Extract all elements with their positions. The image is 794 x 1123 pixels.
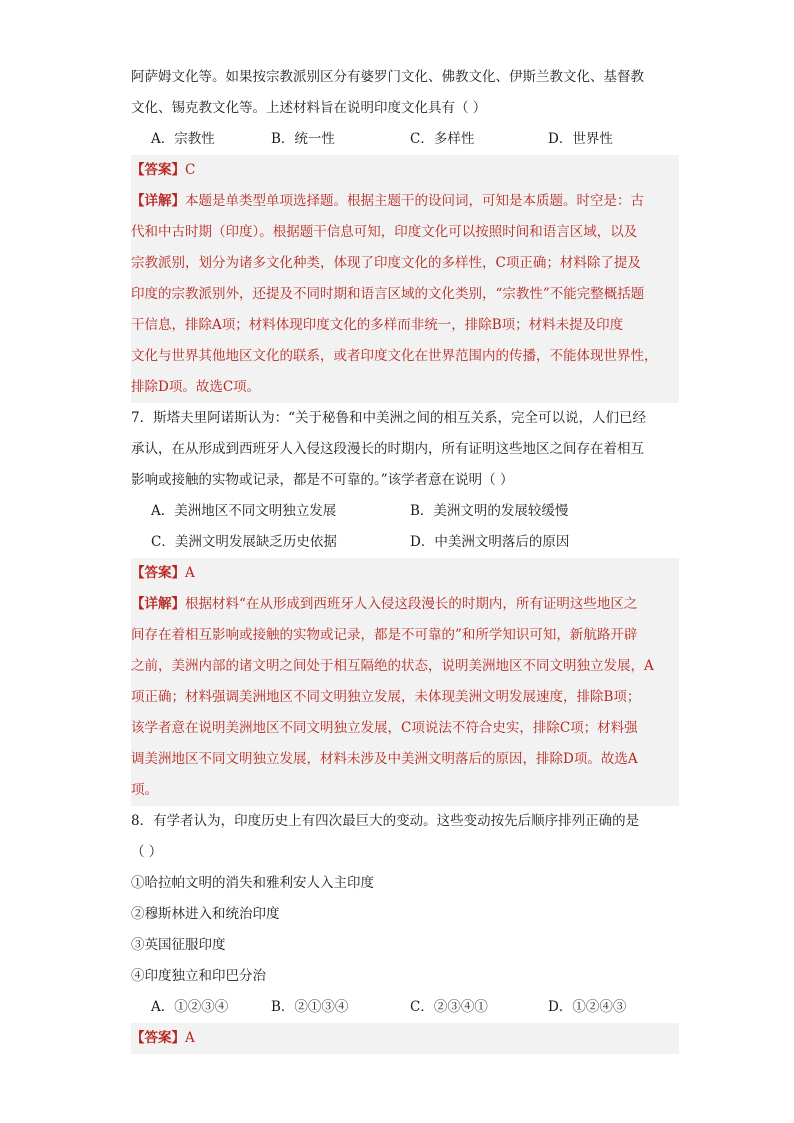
q6-answer-block bbox=[131, 155, 679, 403]
q7-stem-line: 影响或接触的实物或记录，都是不可靠的。”该学者意在说明（ ） bbox=[131, 472, 514, 488]
q7-answer bbox=[131, 558, 671, 589]
q7-detail-line: 之前，美洲内部的诸文明之间处于相互隔绝的状态，说明美洲地区不同文明独立发展，A bbox=[131, 658, 654, 674]
q7-option-c: C．美洲文明发展缺乏历史依据 bbox=[151, 534, 337, 550]
answer-value: A bbox=[185, 1030, 195, 1046]
q6-detail-line: 代和中古时期（印度）。根据题干信息可知，印度文化可以按照时间和语言区域，以及 bbox=[131, 224, 638, 240]
q6-detail-line: 文化与世界其他地区文化的联系，或者印度文化在世界范围内的传播，不能体现世界性， bbox=[131, 348, 658, 364]
answer-value: C bbox=[185, 162, 196, 178]
q7-detail-line: 该学者意在说明美洲地区不同文明独立发展，C项说法不符合史实，排除C项；材料强 bbox=[131, 720, 638, 736]
q8-stem-line: （ ） bbox=[131, 844, 163, 860]
q7-detail-line bbox=[131, 589, 671, 620]
q7-answer-block bbox=[131, 558, 679, 806]
q8-option-d: D．①②④③ bbox=[548, 999, 627, 1015]
q7-detail-line: 项。 bbox=[131, 782, 158, 798]
q8-item: ④印度独立和印巴分治 bbox=[131, 968, 266, 984]
detail-text: 根据材料“在从形成到西班牙人入侵这段漫长的时期内，所有证明这些地区之 bbox=[185, 596, 638, 612]
q8-answer bbox=[131, 1023, 671, 1054]
q8-stem-line: 8．有学者认为，印度历史上有四次最巨大的变动。这些变动按先后顺序排列正确的是 bbox=[131, 813, 640, 829]
q8-options bbox=[131, 992, 671, 1023]
q8-item: ①哈拉帕文明的消失和雅利安人入主印度 bbox=[131, 875, 374, 891]
q6-stem-line: 文化、锡克教文化等。上述材料旨在说明印度文化具有（ ） bbox=[131, 100, 487, 116]
answer-label: 【答案】 bbox=[131, 1030, 185, 1046]
answer-value: A bbox=[185, 565, 195, 581]
q6-options bbox=[131, 124, 671, 155]
document-page bbox=[131, 62, 671, 1054]
q8-option-a: A．①②③④ bbox=[151, 999, 229, 1015]
q8-item: ③英国征服印度 bbox=[131, 937, 226, 953]
q8-answer-block bbox=[131, 1023, 679, 1054]
q6-detail-line: 印度的宗教派别外，还提及不同时期和语言区域的文化类别，“宗教性”不能完整概括题 bbox=[131, 286, 645, 302]
q7-detail-line: 项正确；材料强调美洲地区不同文明独立发展，未体现美洲文明发展速度，排除B项； bbox=[131, 689, 641, 705]
q7-option-a: A．美洲地区不同文明独立发展 bbox=[151, 503, 337, 519]
q6-option-d: D．世界性 bbox=[548, 131, 613, 147]
q6-option-b: B．统一性 bbox=[271, 131, 335, 147]
q7-stem-line: 7．斯塔夫里阿诺斯认为：“关于秘鲁和中美洲之间的相互关系，完全可以说，人们已经 bbox=[131, 410, 646, 426]
answer-label: 【答案】 bbox=[131, 565, 185, 581]
q6-stem-line: 阿萨姆文化等。如果按宗教派别区分有婆罗门文化、佛教文化、伊斯兰教文化、基督教 bbox=[131, 69, 644, 85]
q6-detail-line: 排除D项。故选C项。 bbox=[131, 379, 261, 395]
q6-detail-line: 宗教派别，划分为诸多文化种类，体现了印度文化的多样性，C项正确；材料除了提及 bbox=[131, 255, 641, 271]
q6-detail-line bbox=[131, 186, 671, 217]
q6-option-a: A．宗教性 bbox=[151, 131, 215, 147]
detail-text: 本题是单类型单项选择题。根据主题干的设问词，可知是本质题。时空是：古 bbox=[185, 193, 644, 209]
q6-option-c: C．多样性 bbox=[410, 131, 475, 147]
answer-label: 【答案】 bbox=[131, 162, 185, 178]
detail-label: 【详解】 bbox=[131, 596, 185, 612]
q7-stem-line: 承认，在从形成到西班牙人入侵这段漫长的时期内，所有证明这些地区之间存在着相互 bbox=[131, 441, 644, 457]
detail-label: 【详解】 bbox=[131, 193, 185, 209]
q8-option-b: B．②①③④ bbox=[271, 999, 349, 1015]
q7-options-row-2 bbox=[131, 527, 671, 558]
q7-option-d: D．中美洲文明落后的原因 bbox=[410, 534, 570, 550]
q7-detail-line: 间存在着相互影响或接触的实物或记录，都是不可靠的”和所学知识可知，新航路开辟 bbox=[131, 627, 638, 643]
q6-detail-line: 干信息，排除A项；材料体现印度文化的多样而非统一，排除B项；材料未提及印度 bbox=[131, 317, 624, 333]
q7-options-row-1 bbox=[131, 496, 671, 527]
q8-option-c: C．②③④① bbox=[410, 999, 488, 1015]
q6-answer bbox=[131, 155, 671, 186]
q7-option-b: B．美洲文明的发展较缓慢 bbox=[410, 503, 569, 519]
q7-detail-line: 调美洲地区不同文明独立发展，材料未涉及中美洲文明落后的原因，排除D项。故选A bbox=[131, 751, 638, 767]
q8-item: ②穆斯林进入和统治印度 bbox=[131, 906, 280, 922]
